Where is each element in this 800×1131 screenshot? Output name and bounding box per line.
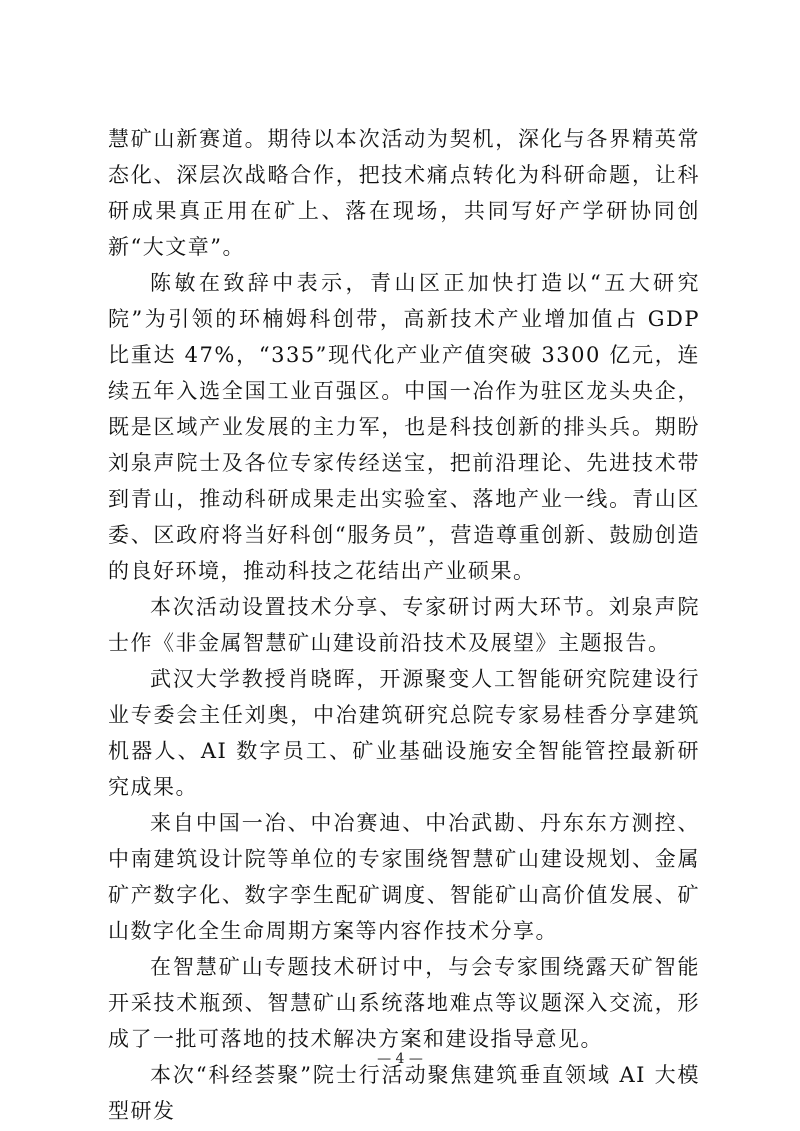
paragraph-units-sharing: 来自中国一冶、中冶赛迪、中冶武勘、丹东东方测控、中南建筑设计院等单位的专家围绕智慧矿山建设规划、金属矿产数字化、数字孪生配矿调度、智能矿山高价值发展、矿山数字化全生命周期方案等内容作技术分享。 (108, 811, 700, 943)
paragraph-continued: 慧矿山新赛道。期待以本次活动为契机，深化与各界精英常态化、深层次战略合作，把技术痛点转化为科研命题，让科研成果真正用在矿上、落在现场，共同写好产学研协同创新“大文章”。 (108, 127, 700, 259)
paragraph-ai-model: 本次“科经荟聚”院士行活动聚焦建筑垂直领域 AI 大模型研发 (108, 1063, 700, 1123)
paragraph-experts-sharing: 武汉大学教授肖晓晖，开源聚变人工智能研究院建设行业专委会主任刘奥，中冶建筑研究总院专家易桂香分享建筑机器人、AI 数字员工、矿业基础设施安全智能管控最新研究成果。 (108, 667, 700, 799)
page-number: — 4 — (377, 1051, 423, 1067)
body-text (108, 121, 700, 1129)
paragraph-activity-sessions: 本次活动设置技术分享、专家研讨两大环节。刘泉声院士作《非金属智慧矿山建设前沿技术及展望》主题报告。 (108, 595, 700, 655)
paragraph-chen-min-speech: 陈敏在致辞中表示，青山区正加快打造以“五大研究院”为引领的环楠姆科创带，高新技术产业增加值占 GDP 比重达 47%，“335”现代化产业产值突破 3300 亿元，连续五年入选全国工业百强区。中国一冶作为驻区龙头央企，既是区域产业发展的主力军，也是科技创新的排头兵。期盼刘泉声院士及各位专家传经送宝，把前沿理论、先进技术带到青山，推动科研成果走出实验室、落地产业一线。青山区委、区政府将当好科创“服务员”，营造尊重创新、鼓励创造的良好环境，推动科技之花结出产业硕果。 (108, 271, 700, 583)
paragraph-seminar: 在智慧矿山专题技术研讨中，与会专家围绕露天矿智能开采技术瓶颈、智慧矿山系统落地难点等议题深入交流，形成了一批可落地的技术解决方案和建设指导意见。 (108, 955, 700, 1051)
